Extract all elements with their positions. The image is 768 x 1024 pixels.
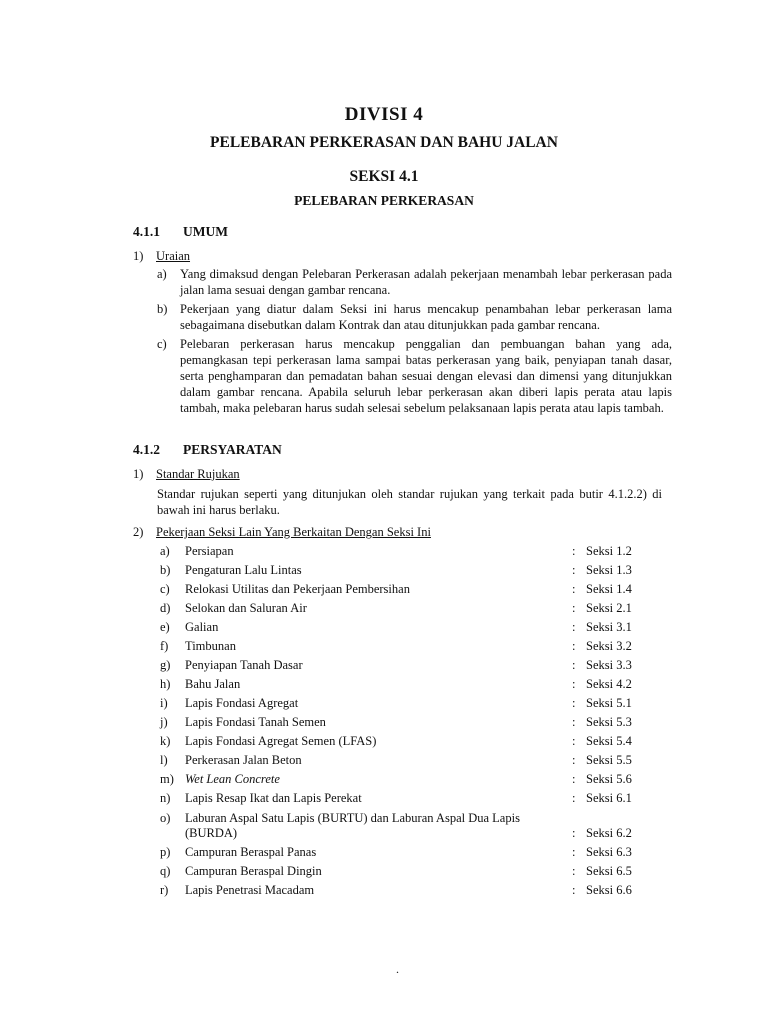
row-reference: Seksi 6.5 — [586, 864, 632, 878]
list-letter: c) — [157, 337, 167, 351]
related-section-row — [160, 563, 680, 581]
row-colon: : — [572, 601, 576, 615]
subheading-standar: Standar Rujukan — [156, 467, 240, 481]
row-letter: j) — [160, 715, 168, 729]
related-section-row — [160, 715, 680, 733]
row-reference: Seksi 5.4 — [586, 734, 632, 748]
row-colon: : — [572, 563, 576, 577]
row-text: Timbunan — [185, 639, 236, 653]
related-section-row — [160, 883, 680, 901]
row-colon: : — [572, 677, 576, 691]
section-heading: UMUM — [183, 224, 228, 239]
row-reference: Seksi 5.6 — [586, 772, 632, 786]
row-reference: Seksi 1.3 — [586, 563, 632, 577]
list-letter: b) — [157, 302, 168, 316]
row-colon: : — [572, 791, 576, 805]
related-section-row — [160, 845, 680, 863]
row-letter: o) — [160, 811, 171, 825]
row-text: Lapis Penetrasi Macadam — [185, 883, 315, 897]
row-colon: : — [572, 883, 576, 897]
item-label: 1) — [133, 467, 144, 481]
row-reference: Seksi 5.3 — [586, 715, 632, 729]
row-text: Persiapan — [185, 544, 234, 558]
row-reference: Seksi 1.2 — [586, 544, 632, 558]
row-text: Selokan dan Saluran Air — [185, 601, 307, 615]
row-letter: n) — [160, 791, 171, 805]
row-letter: r) — [160, 883, 169, 897]
related-section-row — [160, 811, 680, 845]
list-item-text: Pekerjaan yang diatur dalam Seksi ini harus mencakup penambahan lebar perkerasan lama sebagaimana disebutkan dalam Kontrak dan atau ditunjukkan pada gambar rencana. — [180, 302, 672, 332]
row-text: Penyiapan Tanah Dasar — [185, 658, 303, 672]
subheading-uraian: Uraian — [156, 249, 191, 263]
row-colon: : — [572, 864, 576, 878]
list-letter: a) — [157, 267, 167, 281]
row-colon: : — [572, 544, 576, 558]
row-colon: : — [572, 620, 576, 634]
division-subtitle: PELEBARAN PERKERASAN DAN BAHU JALAN — [210, 134, 558, 151]
list-item-text: Yang dimaksud dengan Pelebaran Perkerasan adalah pekerjaan menambah lebar perkerasan pada jalan lama sesuai dengan gambar rencana. — [180, 267, 672, 297]
row-text: Lapis Resap Ikat dan Lapis Perekat — [185, 791, 362, 805]
related-section-row — [160, 601, 680, 619]
related-section-row — [160, 864, 680, 882]
related-section-row — [160, 696, 680, 714]
related-section-row — [160, 677, 680, 695]
row-reference: Seksi 2.1 — [586, 601, 632, 615]
section-number: 4.1.2 — [133, 442, 160, 457]
related-section-row — [160, 658, 680, 676]
row-letter: p) — [160, 845, 171, 859]
related-section-row — [160, 544, 680, 562]
row-text: Lapis Fondasi Agregat — [185, 696, 299, 710]
row-colon: : — [572, 772, 576, 786]
related-section-row — [160, 734, 680, 752]
row-letter: k) — [160, 734, 171, 748]
paragraph-standar: Standar rujukan seperti yang ditunjukan oleh standar rujukan yang terkait pada butir 4.1.2.2) di bawah ini harus berlaku. — [157, 487, 662, 517]
row-reference: Seksi 5.5 — [586, 753, 632, 767]
row-text: Campuran Beraspal Panas — [185, 845, 317, 859]
row-text: Campuran Beraspal Dingin — [185, 864, 322, 878]
row-reference: Seksi 5.1 — [586, 696, 632, 710]
row-reference: Seksi 6.6 — [586, 883, 632, 897]
row-reference: Seksi 4.2 — [586, 677, 632, 691]
row-letter: g) — [160, 658, 171, 672]
section-number: 4.1.1 — [133, 224, 160, 239]
row-colon: : — [572, 658, 576, 672]
related-section-row — [160, 791, 680, 809]
row-colon: : — [572, 734, 576, 748]
section-heading: PERSYARATAN — [183, 442, 282, 457]
row-text: Bahu Jalan — [185, 677, 241, 691]
row-text: Laburan Aspal Satu Lapis (BURTU) dan Laburan Aspal Dua Lapis (BURDA) — [185, 811, 520, 840]
row-text: Perkerasan Jalan Beton — [185, 753, 302, 767]
item-label: 1) — [133, 249, 144, 263]
row-colon: : — [572, 845, 576, 859]
row-colon: : — [572, 826, 576, 840]
item-label: 2) — [133, 525, 144, 539]
row-text: Lapis Fondasi Agregat Semen (LFAS) — [185, 734, 377, 748]
row-text: Wet Lean Concrete — [185, 772, 280, 786]
row-letter: a) — [160, 544, 170, 558]
section-umum-heading — [133, 224, 433, 242]
related-section-row — [160, 772, 680, 790]
row-text: Relokasi Utilitas dan Pekerjaan Pembersihan — [185, 582, 410, 596]
row-letter: h) — [160, 677, 171, 691]
row-colon: : — [572, 715, 576, 729]
division-title: DIVISI 4 — [344, 104, 424, 125]
row-reference: Seksi 3.3 — [586, 658, 632, 672]
related-section-row — [160, 753, 680, 771]
row-reference: Seksi 3.1 — [586, 620, 632, 634]
row-colon: : — [572, 696, 576, 710]
row-text: Pengaturan Lalu Lintas — [185, 563, 302, 577]
row-letter: l) — [160, 753, 168, 767]
related-section-row — [160, 582, 680, 600]
page-mark: . — [396, 962, 399, 976]
row-text: Galian — [185, 620, 219, 634]
row-letter: c) — [160, 582, 170, 596]
list-item-text: Pelebaran perkerasan harus mencakup penggalian dan pembuangan bahan yang ada, pemangkasan tepi perkerasan lama sampai batas perkerasan yang baik, penyiapan tanah dasar, serta penghamparan dan pemadatan bahan sesuai dengan elevasi dan dimensi yang ditunjukkan dalam gambar rencana. Apabila seluruh lebar perkerasan akan diberi lapis perata atau lapis tambah, maka pelebaran harus sudah selesai sebelum pelaksanaan lapis perata atau lapis tambah. — [180, 337, 672, 415]
related-section-row — [160, 620, 680, 638]
row-letter: f) — [160, 639, 169, 653]
row-reference: Seksi 6.2 — [586, 826, 632, 840]
row-colon: : — [572, 753, 576, 767]
section-persyaratan-heading — [133, 442, 433, 460]
row-colon: : — [572, 639, 576, 653]
row-letter: b) — [160, 563, 171, 577]
section-subtitle: PELEBARAN PERKERASAN — [294, 193, 474, 208]
related-section-row — [160, 639, 680, 657]
row-reference: Seksi 6.3 — [586, 845, 632, 859]
row-text: Lapis Fondasi Tanah Semen — [185, 715, 326, 729]
subheading-pekerjaan: Pekerjaan Seksi Lain Yang Berkaitan Dengan Seksi Ini — [156, 525, 431, 539]
row-reference: Seksi 3.2 — [586, 639, 632, 653]
row-letter: m) — [160, 772, 174, 786]
row-reference: Seksi 6.1 — [586, 791, 632, 805]
row-reference: Seksi 1.4 — [586, 582, 632, 596]
section-title: SEKSI 4.1 — [349, 168, 419, 185]
row-letter: e) — [160, 620, 170, 634]
row-letter: i) — [160, 696, 168, 710]
row-letter: q) — [160, 864, 171, 878]
row-colon: : — [572, 582, 576, 596]
row-letter: d) — [160, 601, 171, 615]
